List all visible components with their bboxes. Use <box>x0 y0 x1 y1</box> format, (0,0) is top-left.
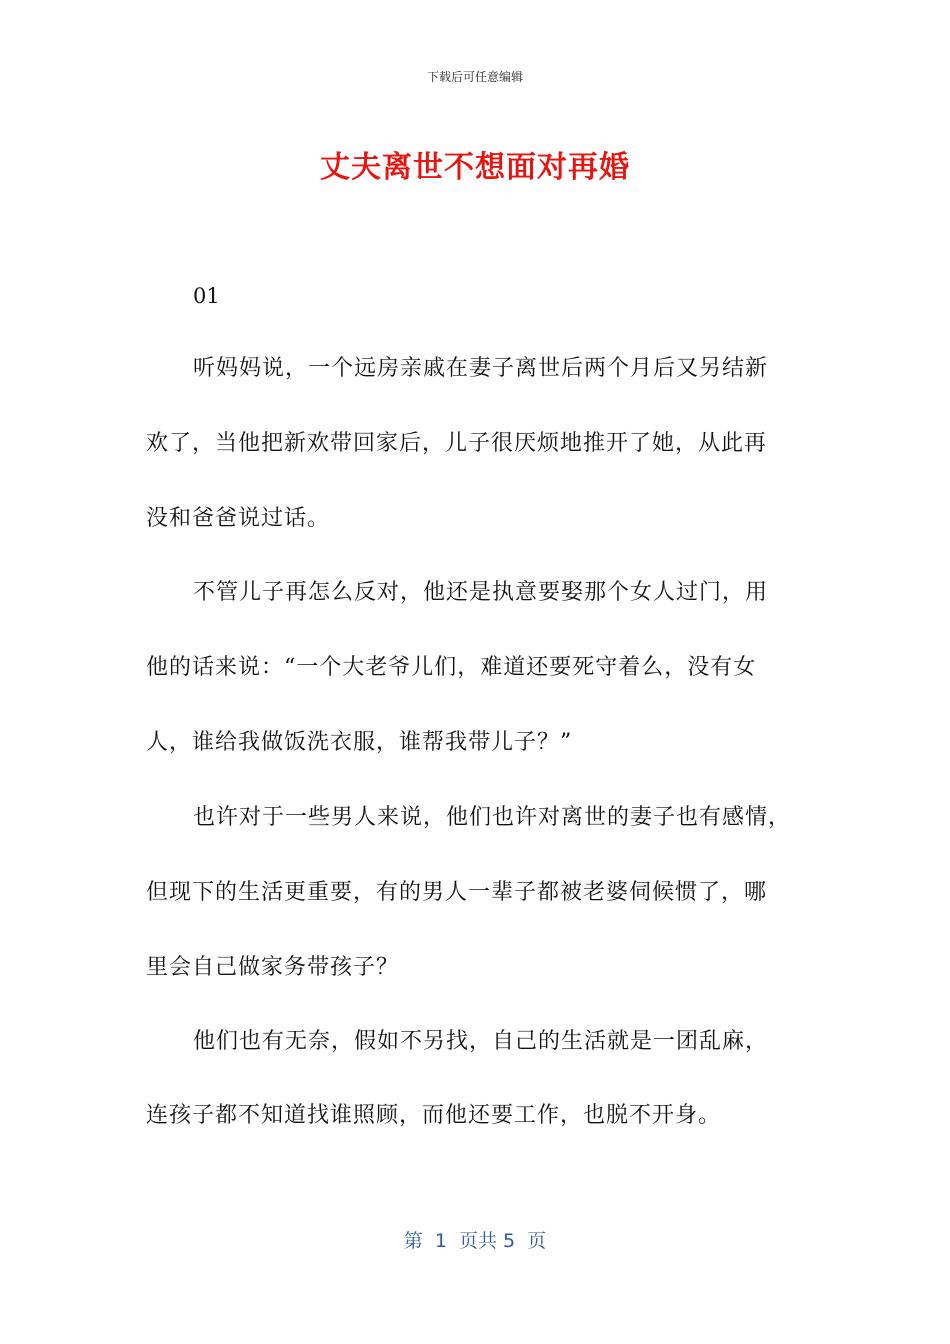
document-title: 丈夫离世不想面对再婚 <box>320 150 630 185</box>
paragraph-3-line-2: 但现下的生活更重要，有的男人一辈子都被老婆伺候惯了，哪 <box>146 880 768 905</box>
section-number: 01 <box>193 284 220 308</box>
page-footer: 第 1 页共 5 页 <box>403 1230 547 1252</box>
paragraph-2-line-3: 人，谁给我做饭洗衣服，谁帮我带儿子？” <box>146 730 573 755</box>
header-note: 下载后可任意编辑 <box>426 70 523 84</box>
paragraph-1-line-3: 没和爸爸说过话。 <box>146 506 331 531</box>
paragraph-1-line-2: 欢了，当他把新欢带回家后，儿子很厌烦地推开了她，从此再 <box>146 431 768 456</box>
paragraph-4-line-2: 连孩子都不知道找谁照顾，而他还要工作，也脱不开身。 <box>146 1103 722 1128</box>
paragraph-2-line-1: 不管儿子再怎么反对，他还是执意要娶那个女人过门，用 <box>193 580 769 605</box>
paragraph-2-line-2: 他的话来说：“一个大老爷儿们，难道还要死守着么，没有女 <box>146 655 757 680</box>
paragraph-3-line-1: 也许对于一些男人来说，他们也许对离世的妻子也有感情， <box>193 805 792 830</box>
paragraph-1-line-1: 听妈妈说，一个远房亲戚在妻子离世后两个月后又另结新 <box>193 356 769 381</box>
paragraph-4-line-1: 他们也有无奈，假如不另找，自己的生活就是一团乱麻， <box>193 1029 769 1054</box>
paragraph-3-line-3: 里会自己做家务带孩子？ <box>146 955 400 980</box>
